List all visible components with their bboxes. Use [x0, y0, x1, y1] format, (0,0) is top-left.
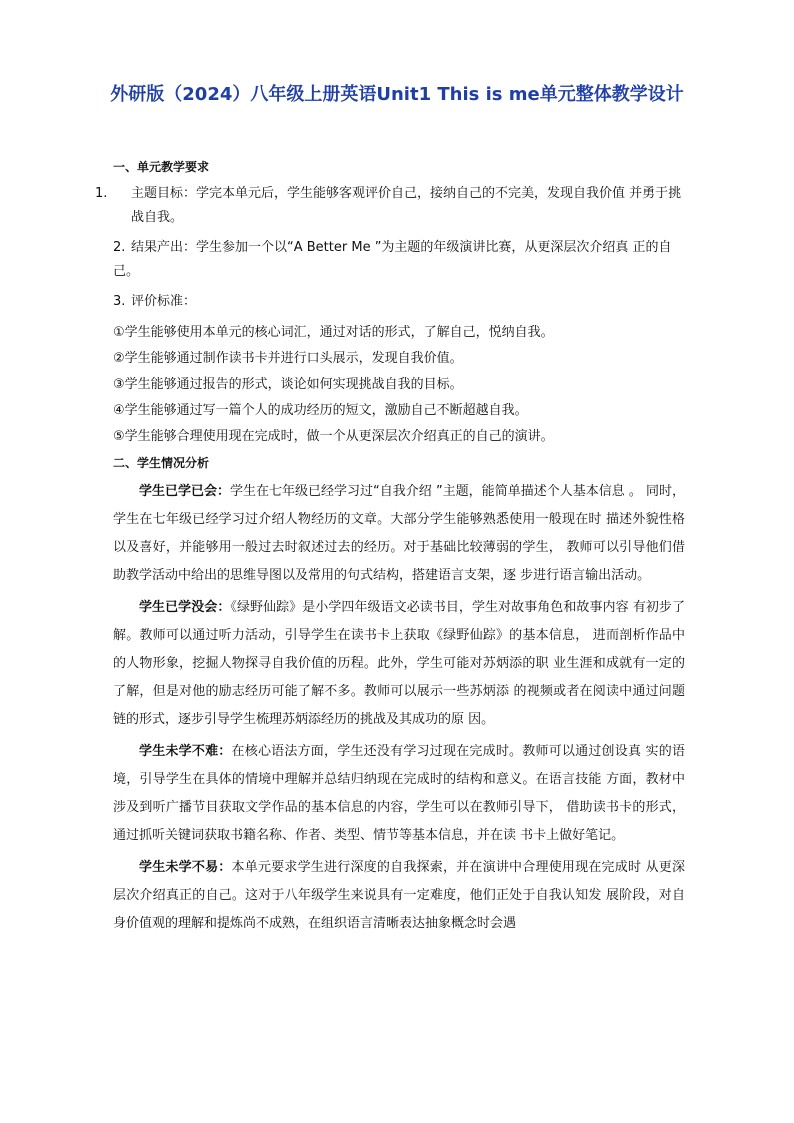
analysis-paragraph-not-learned-easy — [113, 738, 685, 850]
document-body — [95, 156, 685, 942]
paragraph-lead: 学生未学不易： — [139, 860, 232, 875]
criteria-item-3: ③学生能够通过报告的形式，谈论如何实现挑战自我的目标。 — [113, 377, 463, 392]
criteria-item-2: ②学生能够通过制作读书卡并进行口头展示，发现自我价值。 — [113, 351, 463, 366]
item-number: 3. — [113, 294, 126, 309]
analysis-paragraph-not-learned-hard — [113, 854, 685, 938]
paragraph-text: 《绿野仙踪》是小学四年级语文必读书目，学生对故事角色和故事内容 有初步了解。教师可以通过听力活动，引导学生在读书卡上获取《绿野仙踪》的基本信息， 进而剖析作品中的人物形象，挖掘人物探寻自我价值的历程。此外，学生可能对苏炳添的职 业生涯和成就有一定的了解，但是对他的励志经历可能了解不多。教师可以展示一些苏炳添 的视频或者在阅读中通过问题链的形式，逐步引导学生梳理苏炳添经历的挑战及其成功的原 因。 — [113, 600, 685, 727]
item-number: 2. — [113, 240, 126, 255]
paragraph-text: 学生在七年级已经学习过“自我介绍 ”主题，能简单描述个人基本信息 。 同时，学生在七年级已经学习过介绍人物经历的文章。大部分学生能够熟悉使用一般现在时 描述外貌性格以及喜好，并能够用一般过去时叙述过去的经历。对于基础比较薄弱的学生， 教师可以引导他们借助教学活动中给出的思维导图以及常用的句式结构，搭建语言支架，逐 步进行语言输出活动。 — [113, 484, 685, 583]
paragraph-lead: 学生已学已会： — [139, 484, 231, 499]
criteria-item-1: ①学生能够使用本单元的核心词汇，通过对话的形式，了解自己，悦纳自我。 — [113, 325, 554, 340]
requirement-item-3 — [113, 290, 685, 314]
section-heading-requirements: 一、单元教学要求 — [113, 160, 210, 174]
criteria-item-4: ④学生能够通过写一篇个人的成功经历的短文，激励自己不断超越自我。 — [113, 403, 528, 418]
requirement-item-1 — [95, 182, 685, 230]
item-text: 评价标准： — [131, 294, 197, 309]
document-title: 外研版（2024）八年级上册英语Unit1 This is me单元整体教学设计 — [110, 84, 684, 105]
criteria-item-5: ⑤学生能够合理使用现在完成时，做一个从更深层次介绍真正的自己的演讲。 — [113, 429, 554, 444]
paragraph-text: 本单元要求学生进行深度的自我探索，并在演讲中合理使用现在完成时 从更深层次介绍真正的自己。这对于八年级学生来说具有一定难度，他们正处于自我认知发 展阶段，对自身价值观的理解和提炼尚不成熟，在组织语言清晰表达抽象概念时会遇 — [113, 860, 685, 931]
paragraph-text: 在核心语法方面，学生还没有学习过现在完成时。教师可以通过创设真 实的语境，引导学生在具体的情境中理解并总结归纳现在完成时的结构和意义。在语言技能 方面，教材中涉及到听广播节目获取文学作品的基本信息的内容，学生可以在教师引导下， 借助读书卡的形式，通过抓听关键词获取书籍名称、作者、类型、情节等基本信息，并在读 书卡上做好笔记。 — [113, 744, 685, 843]
analysis-paragraph-learned-not-mastered — [113, 594, 685, 734]
section-heading-student-analysis: 二、学生情况分析 — [113, 456, 210, 470]
paragraph-lead: 学生未学不难： — [139, 744, 232, 759]
requirement-item-2 — [113, 236, 685, 284]
item-text: 结果产出：学生参加一个以“A Better Me ”为主题的年级演讲比赛，从更深层次介绍真 正的自己。 — [113, 240, 672, 279]
item-text: 主题目标：学完本单元后，学生能够客观评价自己，接纳自己的不完美，发现自我价值 并勇于挑战自我。 — [131, 186, 682, 225]
item-number: 1. — [95, 186, 108, 201]
paragraph-lead: 学生已学没会： — [139, 600, 231, 615]
analysis-paragraph-learned — [113, 478, 685, 590]
